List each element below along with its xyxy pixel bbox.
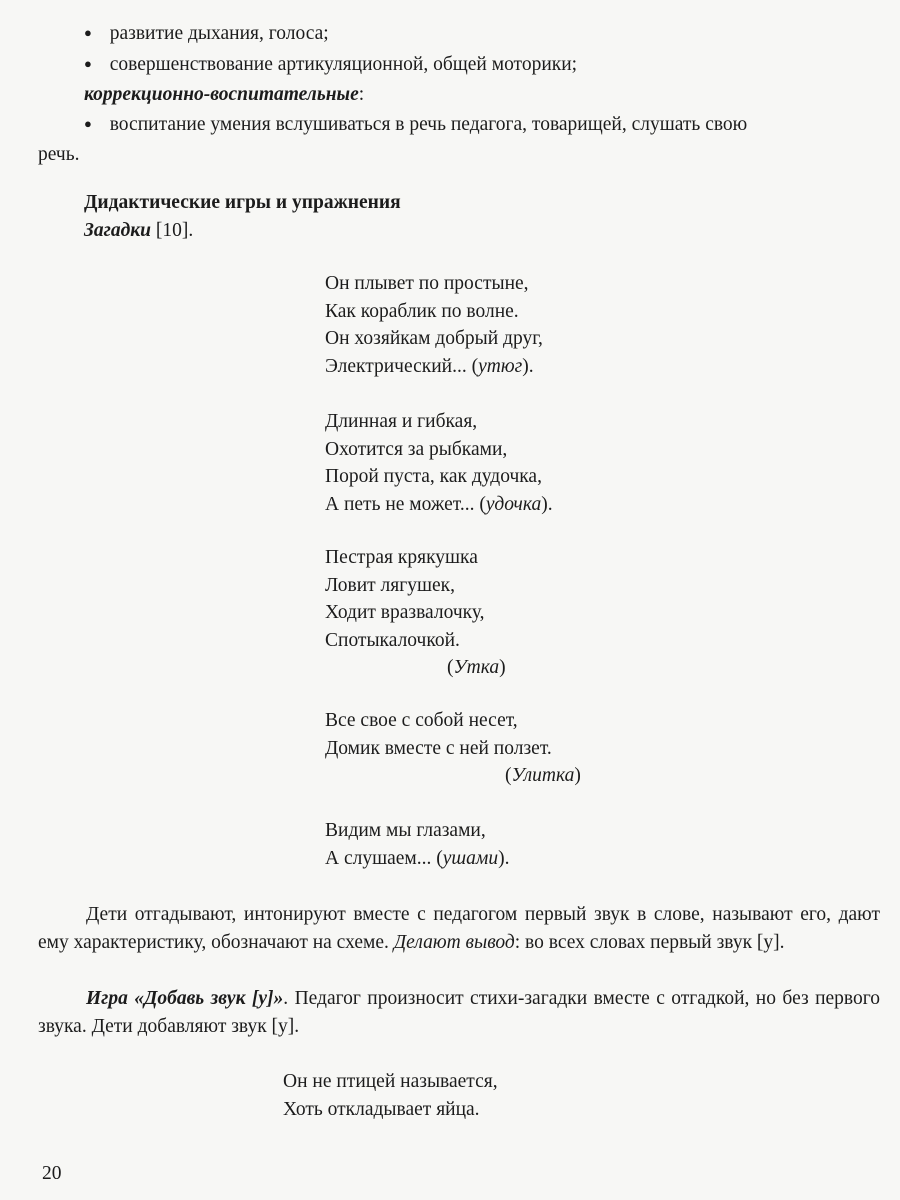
corrective-heading: коррекционно-воспитательные: <box>84 84 365 105</box>
paragraph-add-sound-game: Игра «Добавь звук [у]». Педагог произносит стихи-загадки вместе с отгадкой, но без первого звука. Дети добавляют звук [у]. <box>38 988 881 1037</box>
riddle-final: Он не птицей называется, Хоть откладывает яйца. <box>283 1071 498 1120</box>
riddle-snail: Все свое с собой несет, Домик вместе с ней ползет. (Улитка) <box>325 710 581 786</box>
page-number: 20 <box>42 1163 62 1184</box>
paragraph-conclusion: Дети отгадывают, интонируют вместе с педагогом первый звук в слове, называют его, дают ему характеристику, обозначают на схеме. Делают вывод: во всех словах первый звук [у]. <box>38 904 880 953</box>
goal-listen: ● воспитание умения вслушиваться в речь педагога, товарищей, слушать свою <box>84 113 747 138</box>
goal-listen-continuation: речь. <box>38 144 80 165</box>
goal-breathing: ● развитие дыхания, голоса; <box>84 22 329 47</box>
goal-motor: ● совершенствование артикуляционной, общей моторики; <box>84 53 577 78</box>
riddles-heading: Загадки [10]. <box>84 220 194 241</box>
riddle-fishing-rod: Длинная и гибкая, Охотится за рыбками, Порой пуста, как дудочка, А петь не может... (удочка). <box>325 411 553 515</box>
riddle-ears: Видим мы глазами, А слушаем... (ушами). <box>325 820 510 869</box>
section-title: Дидактические игры и упражнения <box>84 192 401 213</box>
riddle-iron: Он плывет по простыне, Как кораблик по волне. Он хозяйкам добрый друг, Электрический... (утюг). <box>325 273 543 377</box>
riddle-duck: Пестрая крякушка Ловит лягушек, Ходит вразвалочку, Спотыкалочкой. (Утка) <box>325 547 506 678</box>
